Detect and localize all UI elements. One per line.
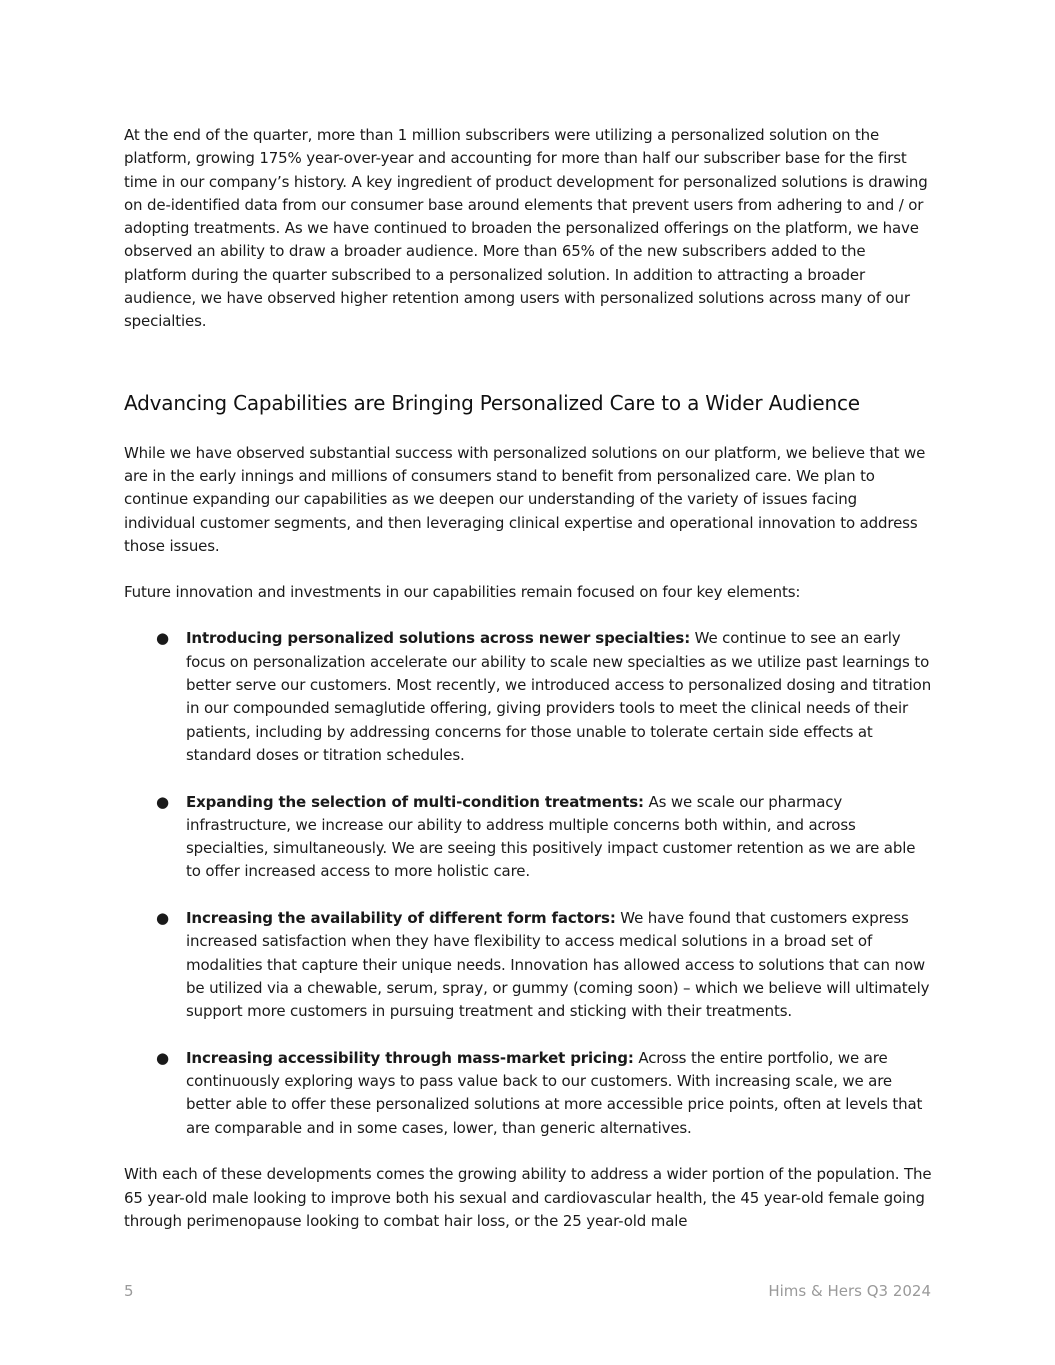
key-elements-list: [124, 627, 932, 1140]
list-item-title: Increasing accessibility through mass-market pricing:: [186, 1048, 634, 1067]
bullet-icon: ●: [156, 1048, 169, 1067]
list-item-title: Introducing personalized solutions across newer specialties:: [186, 629, 691, 648]
section-heading: Advancing Capabilities are Bringing Personalized Care to a Wider Audience: [124, 390, 860, 415]
intro-paragraph: At the end of the quarter, more than 1 million subscribers were utilizing a personalized solution on the platform, growing 175% year-over-year and accounting for more than half our subscriber base for the first time in our company’s history. A key ingredient of product development for personalized solutions is drawing on de-identified data from our consumer base around elements that prevent users from adhering to and / or adopting treatments. As we have continued to broaden the personalized offerings on the platform, we have observed an ability to draw a broader audience. More than 65% of the new subscribers added to the platform during the quarter subscribed to a personalized solution. In addition to attracting a broader audience, we have observed higher retention among users with personalized solutions across many of our specialties.: [124, 126, 928, 331]
bullet-icon: ●: [156, 909, 169, 928]
list-item: [124, 627, 932, 767]
list-item-title: Increasing the availability of different form factors:: [186, 909, 616, 928]
page-number: 5: [124, 1282, 134, 1300]
list-item: [124, 1047, 932, 1140]
page-content: [124, 124, 932, 1233]
bullet-icon: ●: [156, 792, 169, 811]
report-label: Hims & Hers Q3 2024: [768, 1282, 931, 1300]
list-item: [124, 791, 932, 884]
list-intro: Future innovation and investments in our capabilities remain focused on four key elements:: [124, 583, 801, 602]
list-item-text: We have found that customers express increased satisfaction when they have flexibility to access medical solutions in a broad set of modalities that capture their unique needs. Innovation has allowed access to solutions that can now be utilized via a chewable, serum, spray, or gummy (coming soon) – which we believe will ultimately support more customers in pursuing treatment and sticking with their treatments.: [186, 909, 930, 1021]
list-item-text: We continue to see an early focus on personalization accelerate our ability to scale new specialties as we utilize past learnings to better serve our customers. Most recently, we introduced access to personalized dosing and titration in our compounded semaglutide offering, giving providers tools to meet the clinical needs of their patients, including by addressing concerns for those unable to tolerate certain side effects at standard doses or titration schedules.: [186, 629, 932, 764]
list-item-text: As we scale our pharmacy infrastructure, we increase our ability to address multiple concerns both within, and across specialties, simultaneously. We are seeing this positively impact customer retention as we are able to offer increased access to more holistic care.: [186, 792, 916, 881]
list-item-text: Across the entire portfolio, we are continuously exploring ways to pass value back to our customers. With increasing scale, we are better able to offer these personalized solutions at more accessible price points, often at levels that are comparable and in some cases, lower, than generic alternatives.: [186, 1048, 923, 1137]
section-paragraph: While we have observed substantial success with personalized solutions on our platform, we believe that we are in the early innings and millions of consumers stand to benefit from personalized care. We plan to continue expanding our capabilities as we deepen our understanding of the variety of issues facing individual customer segments, and then leveraging clinical expertise and operational innovation to address those issues.: [124, 443, 926, 555]
bullet-icon: ●: [156, 629, 169, 648]
closing-paragraph: With each of these developments comes the growing ability to address a wider portion of the population. The 65 year-old male looking to improve both his sexual and cardiovascular health, the 45 year-old female going through perimenopause looking to combat hair loss, or the 25 year-old male: [124, 1165, 932, 1230]
list-item: [124, 907, 932, 1023]
list-item-title: Expanding the selection of multi-condition treatments:: [186, 792, 644, 811]
